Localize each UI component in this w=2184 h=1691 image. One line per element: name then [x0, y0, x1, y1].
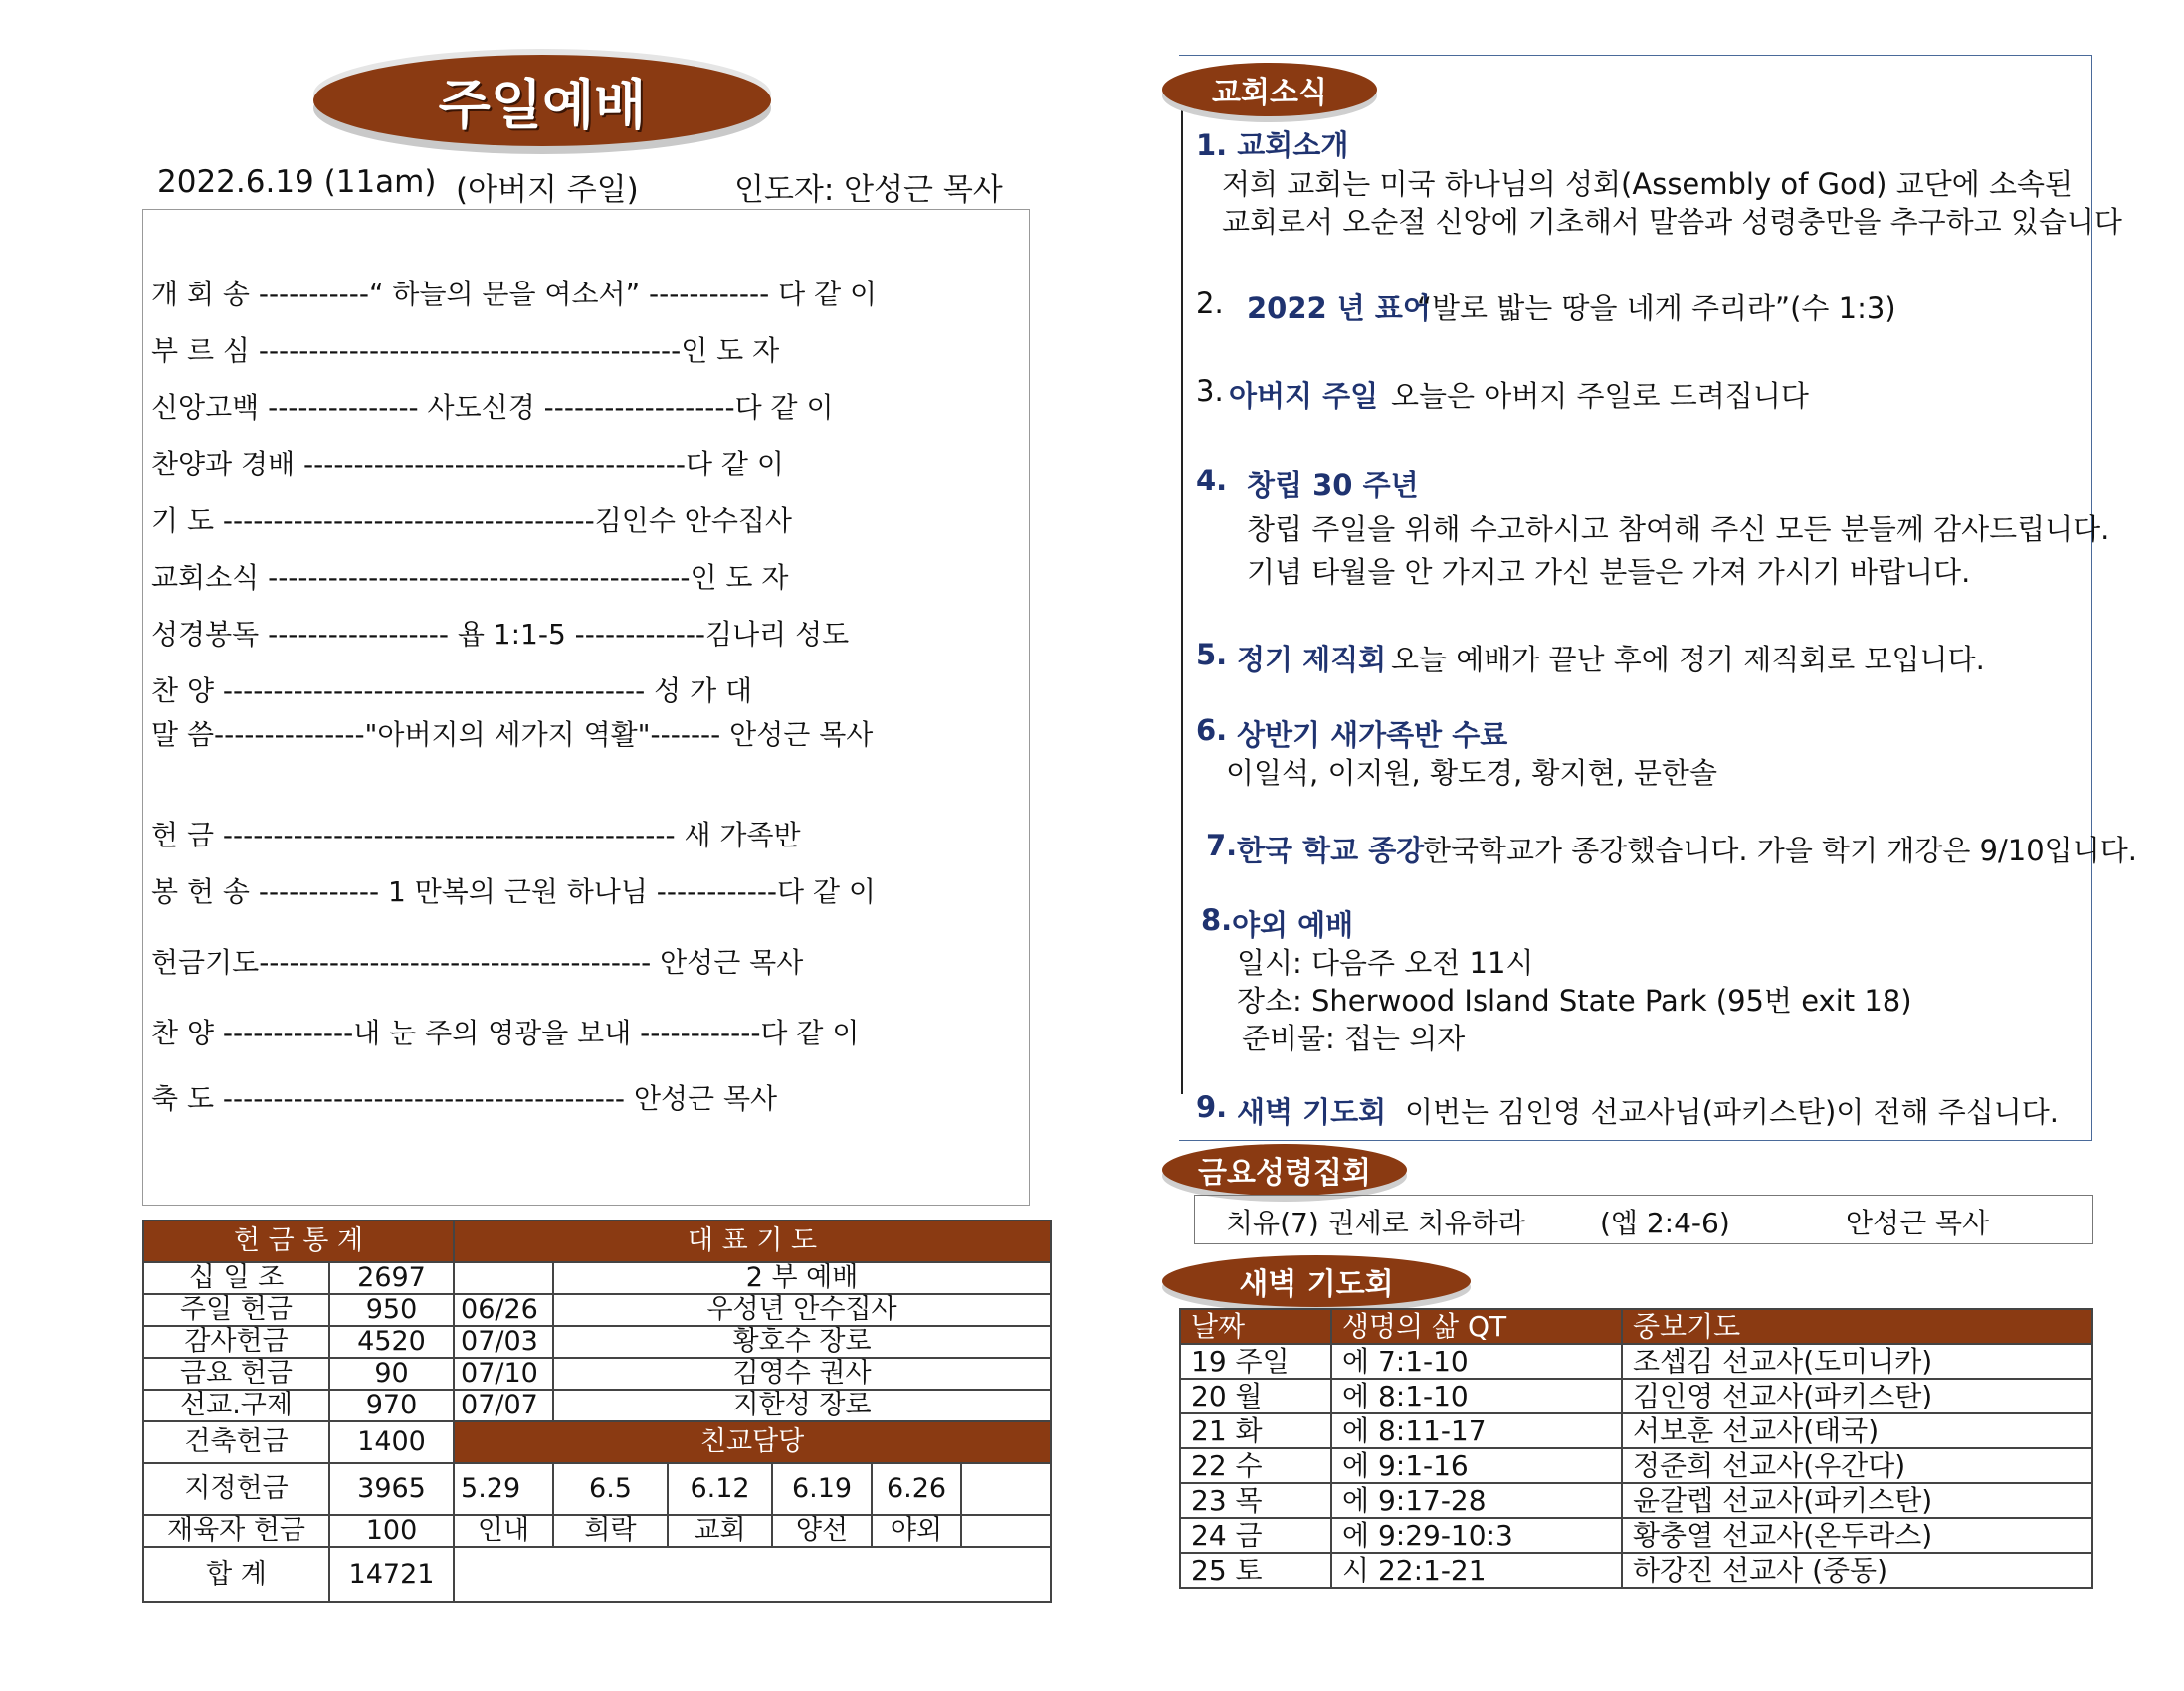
offering-label: 십 일 조 — [143, 1262, 329, 1294]
fellowship-group: 야외 — [872, 1515, 961, 1547]
prayer-date: 06/26 — [454, 1294, 553, 1326]
dawn-qt: 에 8:1-10 — [1331, 1379, 1622, 1413]
news-item-4-line1: 창립 주일을 위해 수고하시고 참여해 주신 모든 분들께 감사드립니다. — [1247, 512, 2110, 546]
table-row — [1180, 1518, 2092, 1553]
worship-leader: 인도자: 안성근 목사 — [734, 172, 1003, 208]
order-item: 말 씀---------------"아버지의 세가지 역활"------- 안성근 목사 — [151, 718, 874, 751]
news-item-8-title: 야외 예배 — [1232, 908, 1354, 942]
news-item-9-text: 이번는 김인영 선교사님(파키스탄)이 전해 주십니다. — [1405, 1095, 2060, 1129]
worship-title: 주일예배 — [438, 73, 647, 136]
dawn-qt: 시 22:1-21 — [1331, 1553, 1622, 1588]
dawn-qt: 에 7:1-10 — [1331, 1344, 1622, 1379]
dawn-intercession: 서보훈 선교사(태국) — [1622, 1413, 2092, 1448]
order-item: 기 도 -------------------------------------김인수 안수집사 — [151, 504, 792, 537]
news-item-8-line3: 준비물: 접는 의자 — [1242, 1022, 1466, 1055]
offering-label: 건축헌금 — [143, 1421, 329, 1463]
offering-header: 헌 금 통 계 — [143, 1221, 454, 1262]
dawn-col-qt: 생명의 삶 QT — [1331, 1309, 1622, 1344]
offering-amount: 2697 — [329, 1262, 454, 1294]
news-item-1-line2: 교회로서 오순절 신앙에 기초해서 말씀과 성령충만을 추구하고 있습니다 — [1222, 205, 2122, 239]
news-item-1-line1: 저희 교회는 미국 하나님의 성회(Assembly of God) 교단에 소속된 — [1222, 167, 2073, 201]
offering-prayer-table — [142, 1220, 1052, 1603]
dawn-qt: 에 9:29-10:3 — [1331, 1518, 1622, 1553]
order-item: 부 르 심 ------------------------------------------인 도 자 — [151, 334, 780, 367]
offering-label: 감사헌금 — [143, 1326, 329, 1358]
news-item-3-title: 아버지 주일 — [1229, 379, 1379, 413]
fellowship-date: 6.12 — [668, 1463, 772, 1515]
table-row — [1180, 1344, 2092, 1379]
prayer-name: 지한성 장로 — [553, 1390, 1051, 1421]
fellowship-header: 친교담당 — [454, 1421, 1051, 1463]
order-item: 축 도 ---------------------------------------- 안성근 목사 — [151, 1082, 778, 1115]
friday-speaker: 안성근 목사 — [1846, 1207, 1990, 1239]
dawn-intercession: 조셉김 선교사(도미니카) — [1622, 1344, 2092, 1379]
offering-label: 선교.구제 — [143, 1390, 329, 1421]
news-item-3-num: 3. — [1196, 374, 1224, 408]
friday-header-pill — [1162, 1144, 1407, 1196]
dawn-intercession: 윤갈렙 선교사(파키스탄) — [1622, 1483, 2092, 1518]
news-item-8-line1: 일시: 다음주 오전 11시 — [1237, 946, 1534, 980]
dawn-prayer-table — [1179, 1308, 2093, 1589]
offering-label: 주일 헌금 — [143, 1294, 329, 1326]
dawn-col-prayer: 중보기도 — [1622, 1309, 2092, 1344]
offering-amount: 100 — [329, 1515, 454, 1547]
dawn-qt: 에 8:11-17 — [1331, 1413, 1622, 1448]
prayer-date: 07/03 — [454, 1326, 553, 1358]
fellowship-group: 교회 — [668, 1515, 772, 1547]
dawn-day: 21 화 — [1180, 1413, 1331, 1448]
fellowship-group: 인내 — [454, 1515, 553, 1547]
order-item: 찬 양 -------------내 눈 주의 영광을 보내 ------------다 같 이 — [151, 1017, 860, 1049]
offering-amount: 90 — [329, 1358, 454, 1390]
offering-amount: 950 — [329, 1294, 454, 1326]
offering-label: 지정헌금 — [143, 1463, 329, 1515]
order-item: 찬양과 경배 --------------------------------------다 같 이 — [151, 448, 784, 480]
dawn-intercession: 김인영 선교사(파키스탄) — [1622, 1379, 2092, 1413]
order-item: 찬 양 ------------------------------------------ 성 가 대 — [151, 674, 753, 707]
prayer-name: 우성년 안수집사 — [553, 1294, 1051, 1326]
dawn-intercession: 황충열 선교사(온두라스) — [1622, 1518, 2092, 1553]
news-item-5-title: 정기 제직회 — [1237, 643, 1387, 676]
news-header-pill — [1162, 63, 1377, 116]
news-box-left-rule — [1181, 99, 1183, 1094]
offering-label: 금요 헌금 — [143, 1358, 329, 1390]
dawn-qt: 에 9:1-16 — [1331, 1448, 1622, 1483]
worship-title-banner — [313, 55, 771, 146]
news-item-4-line2: 기념 타월을 안 가지고 가신 분들은 가져 가시기 바랍니다. — [1247, 555, 1971, 589]
order-item: 봉 헌 송 ------------ 1 만복의 근원 하나님 ------------다 같 이 — [151, 875, 876, 908]
dawn-header-pill — [1162, 1255, 1471, 1307]
dawn-qt: 에 9:17-28 — [1331, 1483, 1622, 1518]
offering-amount: 1400 — [329, 1421, 454, 1463]
news-item-6-num: 6. — [1196, 713, 1228, 747]
offering-label: 재육자 헌금 — [143, 1515, 329, 1547]
news-header: 교회소식 — [1212, 76, 1327, 110]
offering-amount: 970 — [329, 1390, 454, 1421]
fellowship-date: 6.19 — [772, 1463, 872, 1515]
dawn-header: 새벽 기도회 — [1239, 1267, 1394, 1302]
news-item-7-title: 한국 학교 종강 — [1237, 834, 1425, 867]
dawn-col-date: 날짜 — [1180, 1309, 1331, 1344]
worship-date: 2022.6.19 (11am) — [157, 164, 437, 200]
order-item: 개 회 송 -----------“ 하늘의 문을 여소서” ------------ 다 같 이 — [151, 278, 878, 310]
prayer-header: 대 표 기 도 — [454, 1221, 1051, 1262]
dawn-intercession: 하강진 선교사 (중동) — [1622, 1553, 2092, 1588]
news-item-4-title: 창립 30 주년 — [1247, 469, 1419, 502]
offering-total-label: 합 계 — [143, 1547, 329, 1602]
news-item-9-title: 새벽 기도회 — [1237, 1095, 1387, 1129]
news-item-9-num: 9. — [1196, 1090, 1228, 1124]
fellowship-group — [961, 1515, 1051, 1547]
news-item-2-title: 2022 년 표어 — [1247, 291, 1431, 325]
news-item-2-num: 2. — [1196, 286, 1224, 320]
order-item: 성경봉독 ------------------ 욥 1:1-5 -------------김나리 성도 — [151, 618, 850, 651]
news-item-4-num: 4. — [1196, 464, 1228, 497]
friday-verse: (엡 2:4-6) — [1600, 1207, 1730, 1239]
fellowship-group: 희락 — [553, 1515, 668, 1547]
table-row — [1180, 1448, 2092, 1483]
fellowship-date — [961, 1463, 1051, 1515]
offering-amount: 3965 — [329, 1463, 454, 1515]
dawn-day: 24 금 — [1180, 1518, 1331, 1553]
prayer-name: 황호수 장로 — [553, 1326, 1051, 1358]
news-item-6-title: 상반기 새가족반 수료 — [1237, 718, 1508, 752]
friday-header: 금요성령집회 — [1198, 1156, 1371, 1191]
prayer-service: 2 부 예배 — [553, 1262, 1051, 1294]
news-item-5-num: 5. — [1196, 638, 1228, 671]
table-row — [1180, 1413, 2092, 1448]
dawn-day: 19 주일 — [1180, 1344, 1331, 1379]
news-item-7-text: 한국학교가 종강했습니다. 가을 학기 개강은 9/10입니다. — [1423, 834, 2137, 867]
prayer-date: 07/07 — [454, 1390, 553, 1421]
friday-topic: 치유(7) 권세로 치유하라 — [1226, 1207, 1525, 1239]
order-item: 헌금기도--------------------------------------- 안성근 목사 — [151, 946, 804, 979]
dawn-day: 20 월 — [1180, 1379, 1331, 1413]
dawn-intercession: 정준희 선교사(우간다) — [1622, 1448, 2092, 1483]
news-item-2-text: “발로 밟는 땅을 네게 주리라”(수 1:3) — [1417, 291, 1896, 325]
dawn-day: 22 수 — [1180, 1448, 1331, 1483]
news-item-1-title: 1. 교회소개 — [1196, 128, 1349, 162]
news-item-7-num: 7. — [1206, 829, 1238, 862]
offering-total: 14721 — [329, 1547, 454, 1602]
news-item-3-text: 오늘은 아버지 주일로 드려집니다 — [1391, 379, 1809, 413]
news-item-6-text: 이일석, 이지원, 황도경, 황지현, 문한솔 — [1226, 756, 1717, 790]
news-item-8-line2: 장소: Sherwood Island State Park (95번 exit 18) — [1237, 984, 1912, 1018]
order-item: 교회소식 ------------------------------------------인 도 자 — [151, 561, 789, 594]
prayer-date: 07/10 — [454, 1358, 553, 1390]
table-row — [1180, 1379, 2092, 1413]
table-row — [1180, 1553, 2092, 1588]
worship-occasion: (아버지 주일) — [456, 172, 639, 208]
dawn-day: 25 토 — [1180, 1553, 1331, 1588]
offering-amount: 4520 — [329, 1326, 454, 1358]
order-item: 헌 금 --------------------------------------------- 새 가족반 — [151, 819, 801, 851]
order-item: 신앙고백 --------------- 사도신경 -------------------다 같 이 — [151, 391, 834, 424]
news-item-5-text: 오늘 예배가 끝난 후에 정기 제직회로 모입니다. — [1391, 643, 1985, 676]
table-row — [1180, 1483, 2092, 1518]
news-item-8-num: 8. — [1201, 903, 1233, 937]
prayer-name: 김영수 권사 — [553, 1358, 1051, 1390]
dawn-day: 23 목 — [1180, 1483, 1331, 1518]
fellowship-group: 양선 — [772, 1515, 872, 1547]
fellowship-date: 6.5 — [553, 1463, 668, 1515]
fellowship-date: 6.26 — [872, 1463, 961, 1515]
fellowship-date: 5.29 — [454, 1463, 553, 1515]
